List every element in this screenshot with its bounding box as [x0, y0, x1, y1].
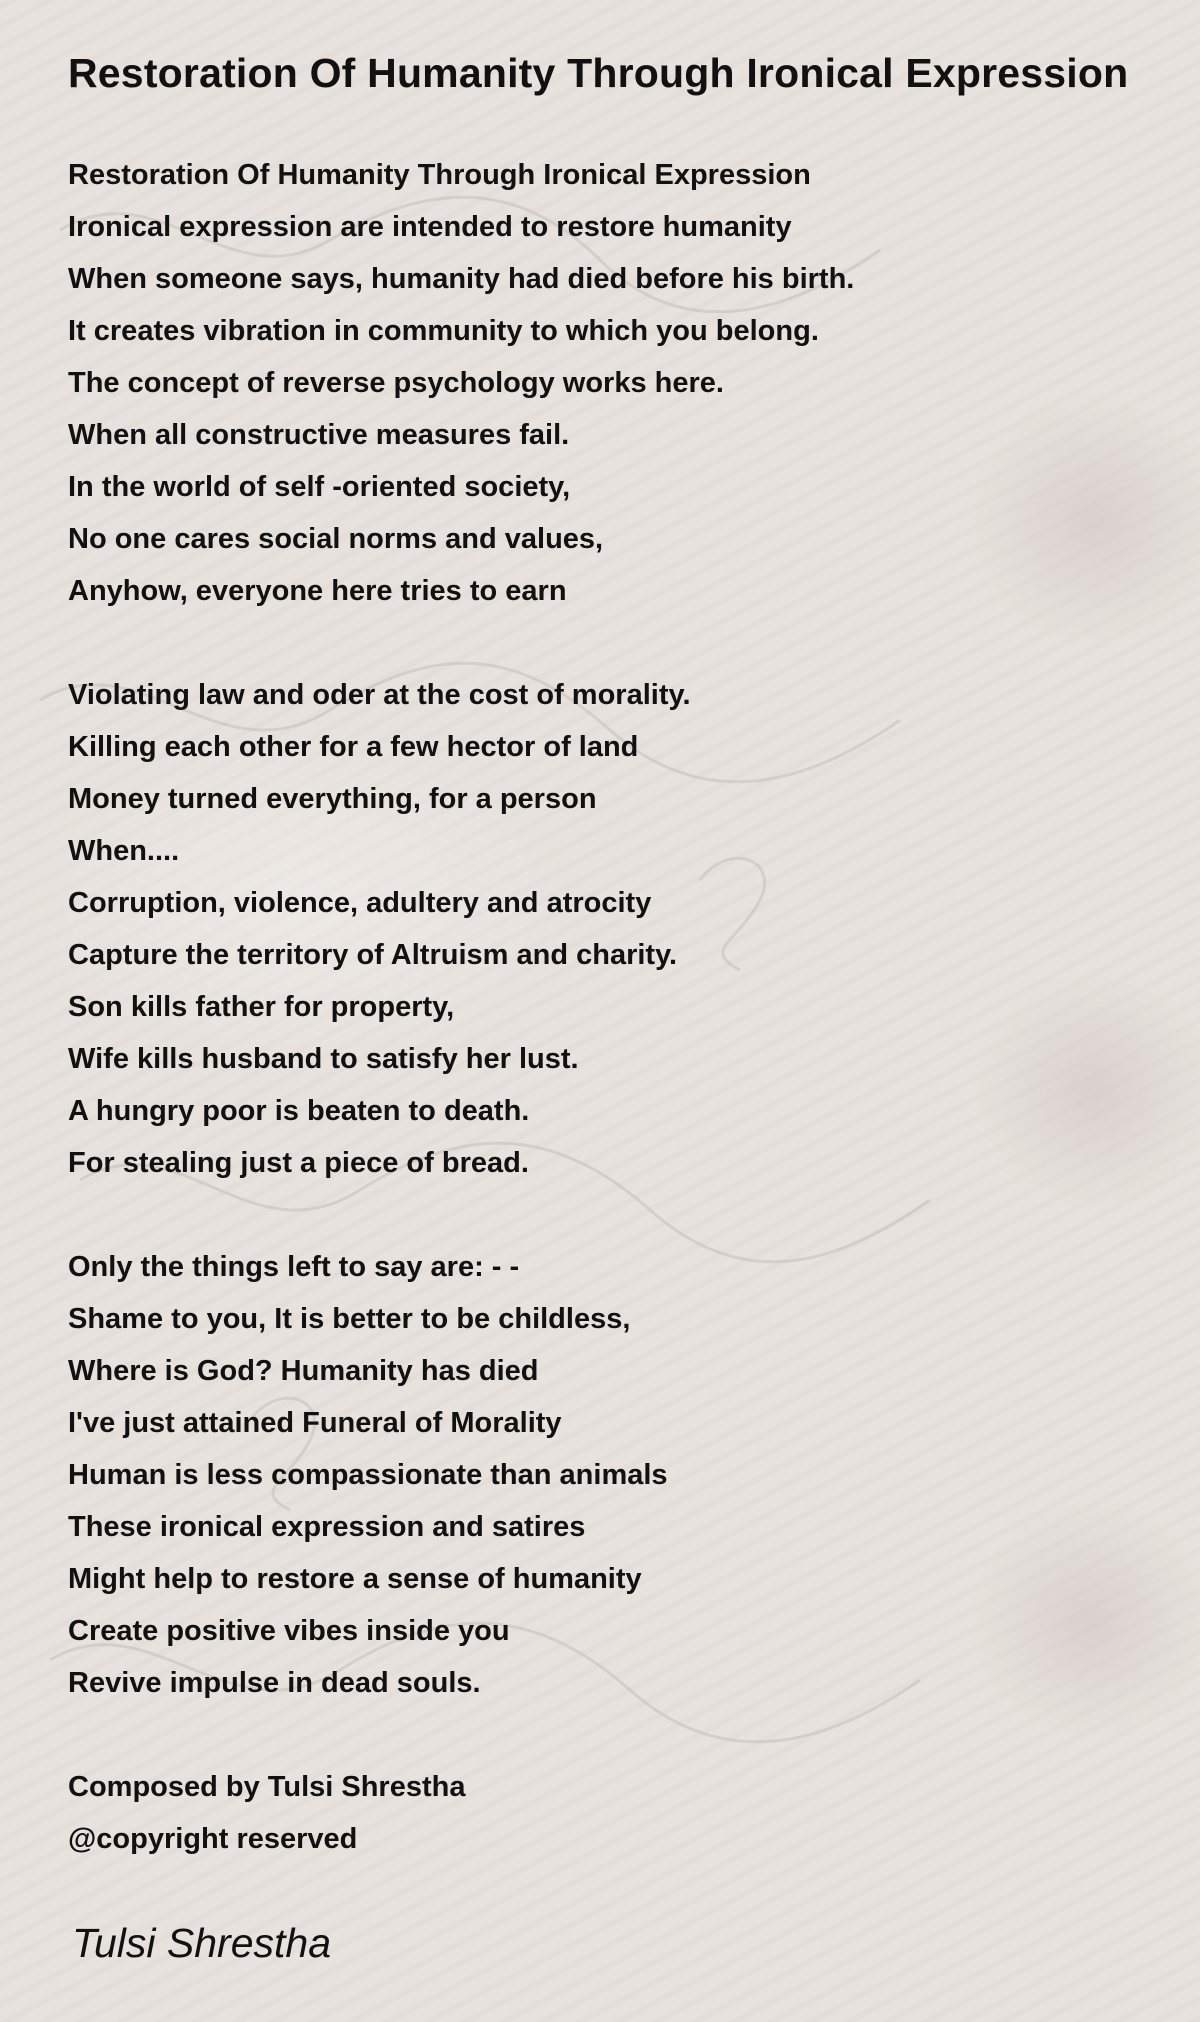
poem-line: Killing each other for a few hector of land: [68, 731, 639, 763]
poem-line: Capture the territory of Altruism and charity.: [68, 939, 678, 971]
poem-line: It creates vibration in community to which you belong.: [68, 315, 819, 347]
poem-line: Restoration Of Humanity Through Ironical Expression: [68, 159, 811, 191]
poem-line: For stealing just a piece of bread.: [68, 1147, 529, 1179]
poem-line: When....: [68, 835, 180, 867]
poem-line: Shame to you, It is better to be childless,: [68, 1303, 631, 1335]
poem-line: Violating law and oder at the cost of morality.: [68, 679, 691, 711]
poem-line: Create positive vibes inside you: [68, 1615, 510, 1647]
poem-line: Revive impulse in dead souls.: [68, 1667, 481, 1699]
poem-line: When all constructive measures fail.: [68, 419, 570, 451]
poem-line: A hungry poor is beaten to death.: [68, 1095, 530, 1127]
poem-body: [68, 149, 854, 1865]
poem-line: Where is God? Humanity has died: [68, 1355, 539, 1387]
stanza-gap: [68, 1709, 854, 1761]
poem-line: Corruption, violence, adultery and atrocity: [68, 887, 652, 919]
author-signature: Tulsi Shrestha: [72, 1920, 332, 1966]
poem-line: Wife kills husband to satisfy her lust.: [68, 1043, 579, 1075]
poem-line: Ironical expression are intended to restore humanity: [68, 211, 792, 243]
poem-line: In the world of self -oriented society,: [68, 471, 571, 503]
poem-line: Might help to restore a sense of humanity: [68, 1563, 642, 1595]
poem-line: Money turned everything, for a person: [68, 783, 597, 815]
poem-line: Only the things left to say are: - -: [68, 1251, 520, 1283]
poem-title: Restoration Of Humanity Through Ironical Expression: [68, 50, 1129, 96]
poem-line: When someone says, humanity had died before his birth.: [68, 263, 855, 295]
stanza-gap: [68, 617, 854, 669]
poem-line: @copyright reserved: [68, 1823, 358, 1855]
stanza-gap: [68, 1189, 854, 1241]
poem-line: No one cares social norms and values,: [68, 523, 604, 555]
poem-line: Son kills father for property,: [68, 991, 455, 1023]
poem-line: These ironical expression and satires: [68, 1511, 586, 1543]
poem-line: I've just attained Funeral of Morality: [68, 1407, 562, 1439]
poem-line: Anyhow, everyone here tries to earn: [68, 575, 567, 607]
poem-line: Human is less compassionate than animals: [68, 1459, 668, 1491]
poem-line: Composed by Tulsi Shrestha: [68, 1771, 466, 1803]
poem-line: The concept of reverse psychology works here.: [68, 367, 724, 399]
